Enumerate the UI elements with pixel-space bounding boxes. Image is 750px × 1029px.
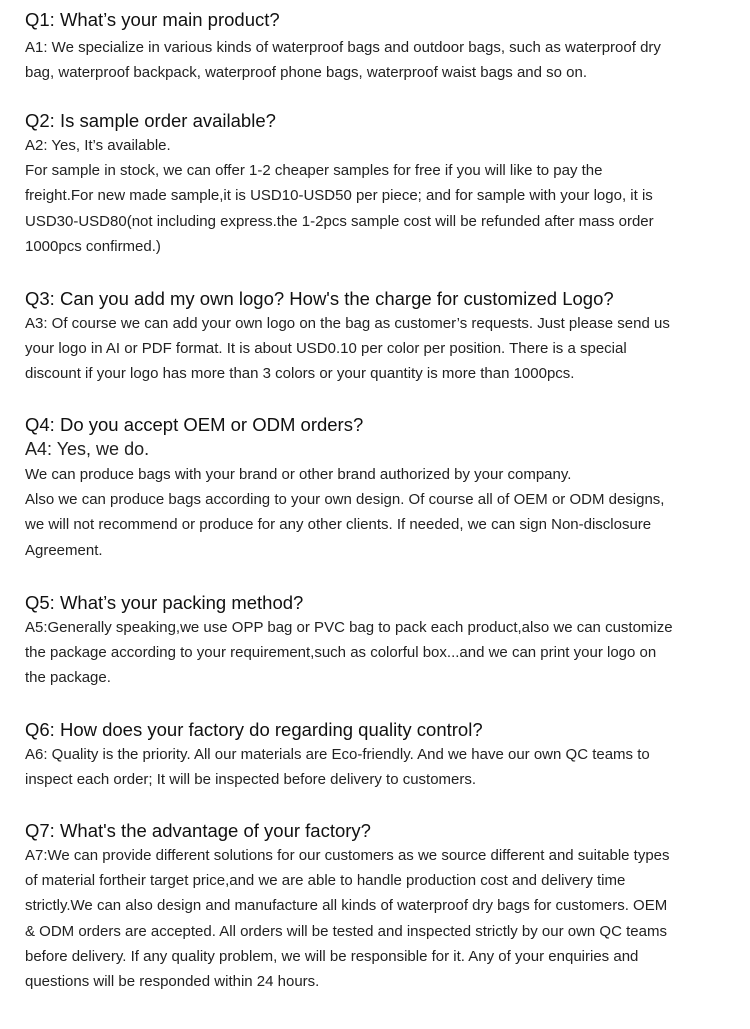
answer-line: strictly.We can also design and manufacture all kinds of waterproof dry bags for customers. OEM	[25, 897, 668, 915]
question-q1: Q1: What’s your main product?	[25, 9, 280, 30]
answer-line: freight.For new made sample,it is USD10-USD50 per piece; and for sample with your logo, it is	[25, 187, 653, 205]
faq-item-q1	[25, 7, 730, 85]
answer-line: We can produce bags with your brand or other brand authorized by your company.	[25, 466, 572, 483]
faq-item-q7	[25, 818, 730, 994]
question-q4: Q4: Do you accept OEM or ODM orders?	[25, 414, 364, 435]
faq-item-q3	[25, 286, 730, 387]
faq-item-q2	[25, 108, 730, 259]
answer-line: A2: Yes, It’s available.	[25, 137, 171, 154]
answer-line: we will not recommend or produce for any other clients. If needed, we can sign Non-disclosure	[25, 516, 652, 534]
question-q2: Q2: Is sample order available?	[25, 110, 276, 131]
faq-item-q5	[25, 590, 730, 691]
question-q5: Q5: What’s your packing method?	[25, 592, 304, 613]
answer-line: the package.	[25, 669, 111, 687]
answer-line: questions will be responded within 24 hours.	[25, 973, 320, 991]
answer-line: A5:Generally speaking,we use OPP bag or PVC bag to pack each product,also we can customize	[25, 619, 673, 636]
answer-line: 1000pcs confirmed.)	[25, 237, 161, 255]
answer-line: your logo in AI or PDF format. It is about USD0.10 per color per position. There is a special	[25, 340, 627, 358]
question-q7: Q7: What's the advantage of your factory?	[25, 820, 371, 841]
answer-lead: A4: Yes, we do.	[25, 439, 150, 459]
question-q3: Q3: Can you add my own logo? How's the charge for customized Logo?	[25, 288, 614, 309]
answer-line: of material fortheir target price,and we are able to handle production cost and delivery time	[25, 872, 626, 890]
answer-line: discount if your logo has more than 3 colors or your quantity is more than 1000pcs.	[25, 365, 575, 383]
faq-item-q4	[25, 412, 730, 563]
answer-line: Agreement.	[25, 541, 103, 559]
answer-line: before delivery. If any quality problem, we will be responsible for it. Any of your enquiries and	[25, 947, 639, 965]
answer-line: A7:We can provide different solutions for our customers as we source different and suitable types	[25, 847, 670, 864]
answer-line: A6: Quality is the priority. All our materials are Eco-friendly. And we have our own QC teams to	[25, 746, 650, 763]
answer-line: inspect each order; It will be inspected before delivery to customers.	[25, 771, 477, 789]
answer-line: Also we can produce bags according to your own design. Of course all of OEM or ODM designs,	[25, 491, 665, 509]
answer-line: USD30-USD80(not including express.the 1-2pcs sample cost will be refunded after mass order	[25, 212, 654, 230]
answer-line: & ODM orders are accepted. All orders will be tested and inspected strictly by our own QC teams	[25, 922, 667, 940]
answer-line: A1: We specialize in various kinds of waterproof bags and outdoor bags, such as waterproof dry	[25, 39, 661, 56]
faq-item-q6	[25, 717, 730, 792]
answer-line: the package according to your requirement,such as colorful box...and we can print your logo on	[25, 644, 657, 662]
answer-line: bag, waterproof backpack, waterproof phone bags, waterproof waist bags and so on.	[25, 64, 588, 82]
answer-line: A3: Of course we can add your own logo on the bag as customer’s requests. Just please send us	[25, 315, 670, 332]
question-q6: Q6: How does your factory do regarding quality control?	[25, 719, 483, 740]
answer-line: For sample in stock, we can offer 1-2 cheaper samples for free if you will like to pay the	[25, 162, 603, 180]
